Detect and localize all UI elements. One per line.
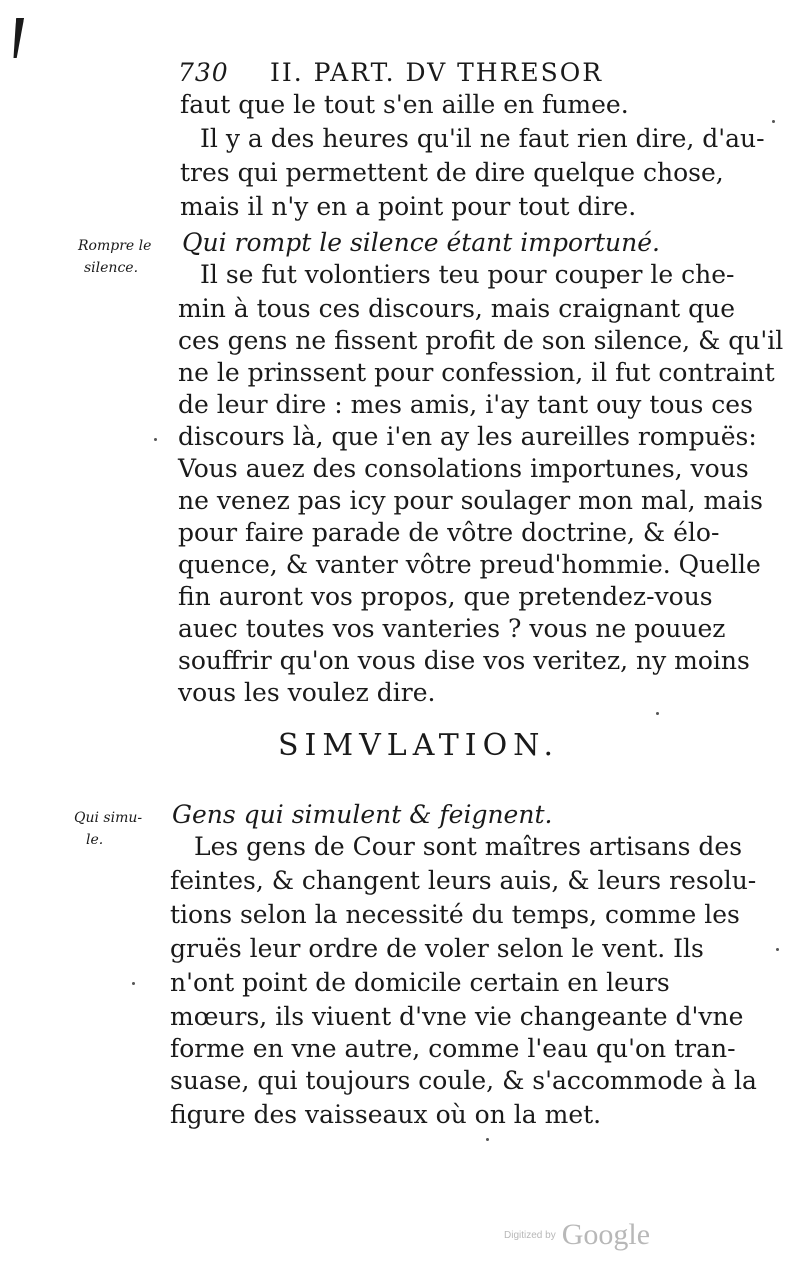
text-line: fin auront vos propos, que pretendez-vous bbox=[178, 582, 713, 611]
text-line: ces gens ne fissent profit de son silence, & qu'il bbox=[178, 326, 784, 355]
section-title: Gens qui simulent & feignent. bbox=[172, 800, 553, 829]
text-line: pour faire parade de vôtre doctrine, & élo- bbox=[178, 518, 720, 547]
ink-speck bbox=[772, 120, 775, 123]
ink-speck bbox=[776, 948, 779, 951]
watermark-prefix: Digitized by bbox=[504, 1229, 556, 1241]
text-line: souffrir qu'on vous dise vos veritez, ny moins bbox=[178, 646, 750, 675]
digitization-watermark bbox=[504, 1218, 650, 1252]
text-line: quence, & vanter vôtre preud'hommie. Quelle bbox=[178, 550, 761, 579]
running-title: II. PART. DV THRESOR bbox=[270, 58, 604, 87]
text-line: figure des vaisseaux où on la met. bbox=[170, 1100, 602, 1129]
ink-speck bbox=[132, 982, 135, 985]
margin-note-line: le. bbox=[86, 832, 104, 848]
text-line: Les gens de Cour sont maîtres artisans des bbox=[194, 832, 743, 861]
text-line: n'ont point de domicile certain en leurs bbox=[170, 968, 670, 997]
ink-speck bbox=[656, 712, 659, 715]
margin-note-line: Qui simu- bbox=[74, 810, 143, 826]
page-number: 730 bbox=[178, 58, 229, 87]
section-heading: SIMVLATION. bbox=[278, 728, 560, 763]
text-line: de leur dire : mes amis, i'ay tant ouy tous ces bbox=[178, 390, 753, 419]
text-line: min à tous ces discours, mais craignant que bbox=[178, 294, 736, 323]
text-line: gruës leur ordre de voler selon le vent. Ils bbox=[170, 934, 704, 963]
section-title: Qui rompt le silence étant importuné. bbox=[182, 228, 660, 257]
corner-ink-mark bbox=[12, 18, 24, 58]
text-line: mais il n'y en a point pour tout dire. bbox=[180, 192, 637, 221]
text-line: suase, qui toujours coule, & s'accommode à la bbox=[170, 1066, 757, 1095]
text-line: Vous auez des consolations importunes, vous bbox=[178, 454, 749, 483]
google-logo: Google bbox=[561, 1218, 651, 1251]
margin-note-line: Rompre le bbox=[78, 238, 152, 254]
text-line: forme en vne autre, comme l'eau qu'on tran- bbox=[170, 1034, 736, 1063]
text-line: auec toutes vos vanteries ? vous ne pouuez bbox=[178, 614, 726, 643]
text-line: Il se fut volontiers teu pour couper le che- bbox=[200, 260, 735, 289]
text-line: tions selon la necessité du temps, comme les bbox=[170, 900, 740, 929]
text-line: Il y a des heures qu'il ne faut rien dire, d'au- bbox=[200, 124, 765, 153]
text-line: feintes, & changent leurs auis, & leurs resolu- bbox=[170, 866, 757, 895]
text-line: faut que le tout s'en aille en fumee. bbox=[180, 90, 629, 119]
text-line: ne venez pas icy pour soulager mon mal, mais bbox=[178, 486, 763, 515]
text-line: tres qui permettent de dire quelque chose, bbox=[180, 158, 724, 187]
text-line: discours là, que i'en ay les aureilles rompuës: bbox=[178, 422, 757, 451]
text-line: mœurs, ils viuent d'vne vie changeante d'vne bbox=[170, 1002, 744, 1031]
text-line: ne le prinssent pour confession, il fut contraint bbox=[178, 358, 775, 387]
margin-note-line: silence. bbox=[84, 260, 139, 276]
ink-speck bbox=[486, 1138, 489, 1141]
text-line: vous les voulez dire. bbox=[178, 678, 436, 707]
ink-speck bbox=[154, 438, 157, 441]
